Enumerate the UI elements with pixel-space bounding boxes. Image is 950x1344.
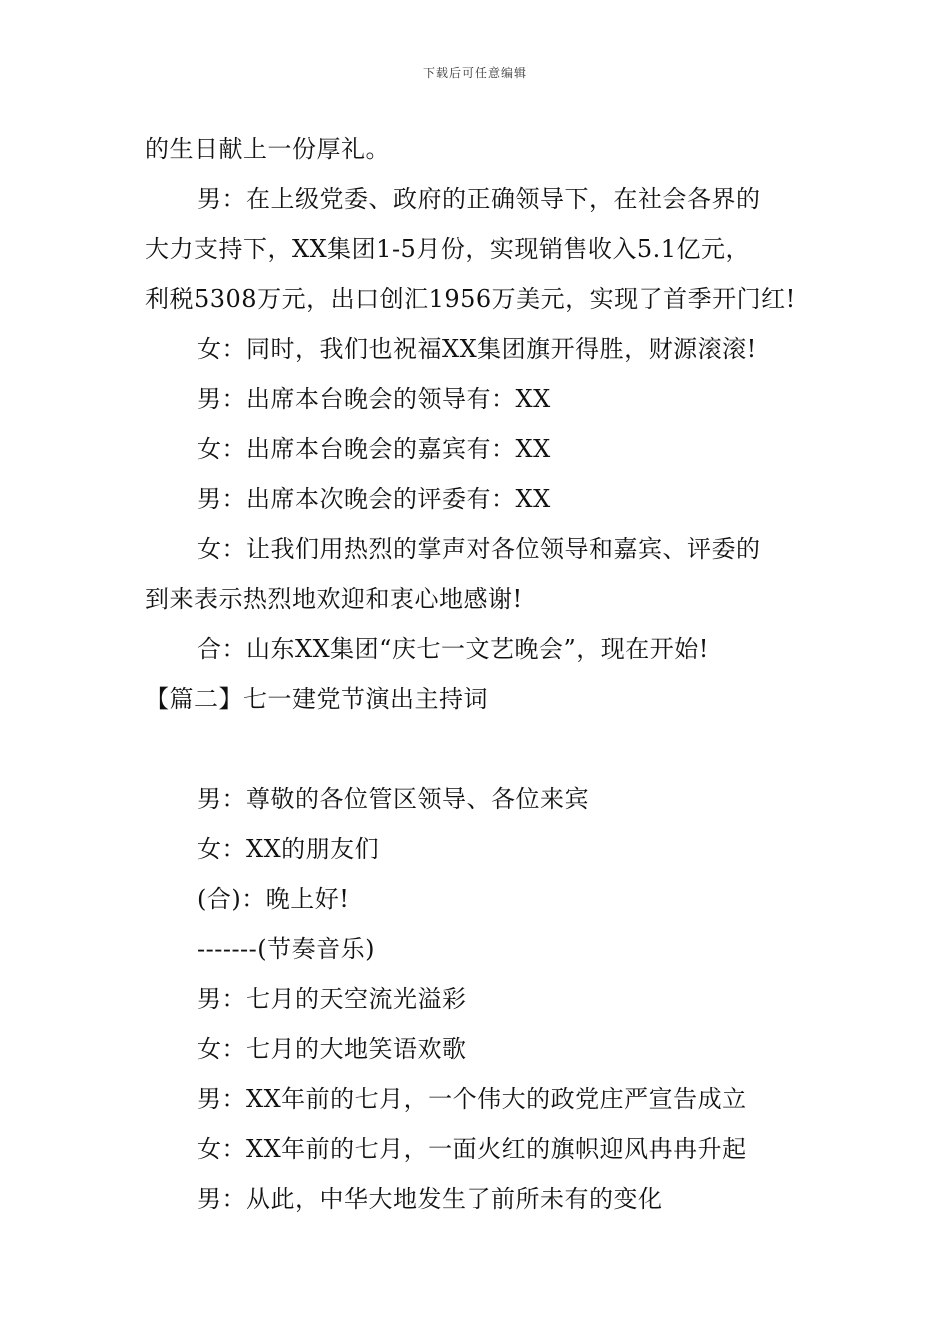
document-body [145,126,825,1226]
dialogue-line: (合)：晚上好! [197,885,350,913]
dialogue-line: 合：山东XX集团“庆七一文艺晚会”，现在开始! [197,635,709,663]
stage-direction: -------(节奏音乐) [197,935,375,963]
dialogue-line: 男：尊敬的各位管区领导、各位来宾 [197,785,589,813]
dialogue-line: 男：在上级党委、政府的正确领导下，在社会各界的 [197,185,761,213]
dialogue-line: 女：XX的朋友们 [197,835,380,863]
dialogue-line: 男：从此，中华大地发生了前所未有的变化 [197,1185,663,1213]
page-header-note: 下载后可任意编辑 [422,66,527,80]
dialogue-line: 女：让我们用热烈的掌声对各位领导和嘉宾、评委的 [197,535,761,563]
dialogue-line: 女：XX年前的七月，一面火红的旗帜迎风冉冉升起 [197,1135,747,1163]
section-heading: 【篇二】七一建党节演出主持词 [145,685,488,713]
dialogue-continuation: 大力支持下，XX集团1-5月份，实现销售收入5.1亿元， [145,235,750,263]
dialogue-line: 女：出席本台晚会的嘉宾有：XX [197,435,551,463]
dialogue-line: 男：出席本次晚会的评委有：XX [197,485,551,513]
paragraph-line: 的生日献上一份厚礼。 [145,135,390,163]
dialogue-continuation: 到来表示热烈地欢迎和衷心地感谢! [145,585,523,613]
dialogue-line: 女：七月的大地笑语欢歌 [197,1035,467,1063]
dialogue-line: 男：XX年前的七月，一个伟大的政党庄严宣告成立 [197,1085,747,1113]
dialogue-line: 男：七月的天空流光溢彩 [197,985,467,1013]
dialogue-continuation: 利税5308万元，出口创汇1956万美元，实现了首季开门红! [145,285,796,313]
blank-spacer [145,726,825,776]
dialogue-line: 女：同时，我们也祝福XX集团旗开得胜，财源滚滚! [197,335,757,363]
dialogue-line: 男：出席本台晚会的领导有：XX [197,385,551,413]
